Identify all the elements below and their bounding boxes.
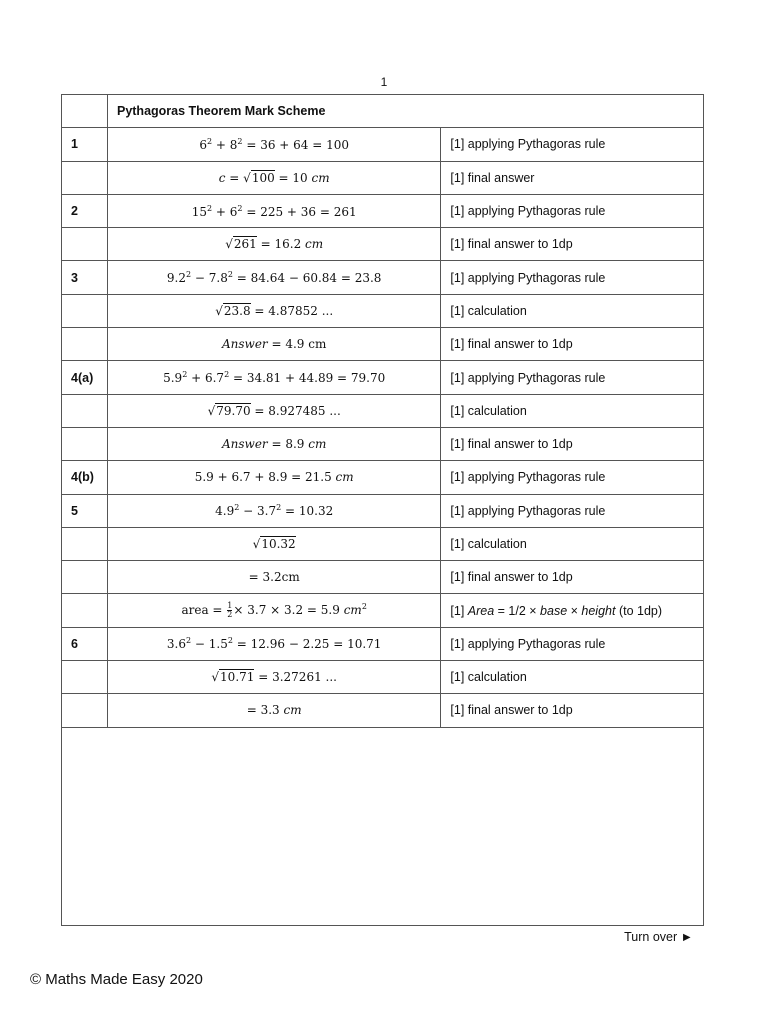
mark-cell: [1] applying Pythagoras rule <box>441 627 704 660</box>
question-number <box>62 527 108 560</box>
math-fragment: cm <box>305 237 324 252</box>
working-cell <box>107 661 440 694</box>
math-fragment: 2 <box>234 503 240 513</box>
math-fragment: (to 1dp) <box>615 603 663 618</box>
question-number <box>62 228 108 261</box>
math-fragment: 79.70 <box>216 403 251 418</box>
math-fragment: √ <box>211 670 220 685</box>
math-fragment: = 8.927485 ... <box>250 403 341 418</box>
math-fragment: base <box>540 603 568 618</box>
working-cell <box>107 361 440 394</box>
math-fragment: = 36 + 64 = 100 <box>242 137 350 152</box>
mark-cell: [1] applying Pythagoras rule <box>441 194 704 227</box>
math-fragment: 2 <box>227 270 233 280</box>
math-fragment: 23.8 <box>223 303 251 318</box>
math-fragment: 2 <box>276 503 282 513</box>
mark-cell: [1] applying Pythagoras rule <box>441 461 704 494</box>
mark-cell: [1] calculation <box>441 527 704 560</box>
math-fragment: cm <box>343 603 362 618</box>
math-fragment: − 3.7 <box>239 504 277 519</box>
mark-cell: [1] applying Pythagoras rule <box>441 261 704 294</box>
math-fragment: c <box>218 170 226 185</box>
mark-scheme-table <box>61 94 704 728</box>
math-fragment: 15 <box>191 204 207 219</box>
question-number: 3 <box>62 261 108 294</box>
working-cell <box>107 461 440 494</box>
header-blank-cell <box>62 95 108 128</box>
working-cell <box>107 161 440 194</box>
mark-cell: [1] calculation <box>441 294 704 327</box>
table-title: Pythagoras Theorem Mark Scheme <box>107 95 703 128</box>
question-number <box>62 594 108 627</box>
math-fragment: = √ <box>225 170 251 185</box>
math-fragment: = 4.9 cm <box>267 337 327 352</box>
mark-cell: [1] applying Pythagoras rule <box>441 128 704 161</box>
table-row <box>62 561 704 594</box>
math-fragment: 10.71 <box>220 670 255 685</box>
working-cell <box>107 494 440 527</box>
math-fragment: = 34.81 + 44.89 = 79.70 <box>229 371 386 386</box>
math-fragment: 261 <box>233 237 257 252</box>
table-row <box>62 328 704 361</box>
math-fragment: = 1/2 × <box>494 603 541 618</box>
math-fragment: × <box>567 603 582 618</box>
math-fragment: + 8 <box>212 137 238 152</box>
math-fragment: cm <box>308 437 327 452</box>
math-fragment: area = <box>181 603 227 618</box>
mark-cell: [1] calculation <box>441 661 704 694</box>
working-cell <box>107 594 440 627</box>
math-fragment: 2 <box>182 370 188 380</box>
table-row <box>62 194 704 227</box>
math-fragment: 2 <box>207 136 213 146</box>
table-row <box>62 161 704 194</box>
math-fragment: 9.2 <box>166 271 186 286</box>
turn-over-label: Turn over ► <box>624 930 693 944</box>
math-fragment: = 4.87852 ... <box>250 303 334 318</box>
working-cell <box>107 694 440 727</box>
question-number <box>62 394 108 427</box>
mark-cell: [1] applying Pythagoras rule <box>441 361 704 394</box>
mark-cell: [1] final answer to 1dp <box>441 228 704 261</box>
table-row <box>62 527 704 560</box>
question-number: 6 <box>62 627 108 660</box>
math-fragment: = 10.32 <box>281 504 334 519</box>
math-fragment: = 225 + 36 = 261 <box>242 204 357 219</box>
math-fragment: 2 <box>237 136 243 146</box>
working-cell <box>107 328 440 361</box>
math-fragment: √ <box>215 303 223 318</box>
math-fragment: 4.9 <box>215 504 235 519</box>
table-row <box>62 627 704 660</box>
math-fragment: = 16.2 <box>256 237 306 252</box>
math-fragment: 5.9 + 6.7 + 8.9 = 21.5 <box>194 470 336 485</box>
table-row <box>62 427 704 460</box>
question-number: 4(a) <box>62 361 108 394</box>
question-number <box>62 161 108 194</box>
mark-scheme-sheet <box>61 94 704 926</box>
mark-cell: [1] final answer to 1dp <box>441 694 704 727</box>
math-fragment: 2 <box>237 203 243 213</box>
math-fragment: Area <box>467 603 495 618</box>
table-row <box>62 494 704 527</box>
working-cell <box>107 228 440 261</box>
table-row <box>62 661 704 694</box>
math-fragment: √ <box>225 237 233 252</box>
math-fragment: 3.6 <box>166 637 186 652</box>
math-fragment: [1] <box>450 603 468 618</box>
copyright-text: © Maths Made Easy 2020 <box>30 971 203 988</box>
table-row <box>62 361 704 394</box>
question-number <box>62 328 108 361</box>
working-cell <box>107 128 440 161</box>
math-fragment: 6 <box>199 137 207 152</box>
math-fragment: × 3.7 × 3.2 = 5.9 <box>233 603 344 618</box>
mark-cell: [1] applying Pythagoras rule <box>441 494 704 527</box>
math-fragment: Answer <box>222 337 268 352</box>
page-number: 1 <box>380 75 388 89</box>
question-number <box>62 427 108 460</box>
working-cell <box>107 194 440 227</box>
math-fragment: 2 <box>227 636 233 646</box>
math-fragment: 2 <box>361 602 367 612</box>
table-row <box>62 294 704 327</box>
math-fragment: − 1.5 <box>191 637 228 652</box>
math-fragment: 100 <box>251 170 275 185</box>
working-cell <box>107 294 440 327</box>
math-fragment: height <box>581 603 616 618</box>
question-number <box>62 561 108 594</box>
mark-cell: [1] final answer to 1dp <box>441 328 704 361</box>
math-fragment: 2 <box>186 270 192 280</box>
question-number: 2 <box>62 194 108 227</box>
math-fragment: 2 <box>224 370 230 380</box>
math-fragment: = 3.2cm <box>248 570 300 585</box>
working-cell <box>107 627 440 660</box>
math-fragment: = 84.64 − 60.84 = 23.8 <box>232 271 382 286</box>
working-cell <box>107 427 440 460</box>
math-fragment: cm <box>335 470 354 485</box>
math-fragment: = 3.3 <box>246 703 284 718</box>
math-fragment: = 8.9 <box>267 437 309 452</box>
table-row <box>62 694 704 727</box>
math-fragment: + 6 <box>212 204 238 219</box>
question-number: 1 <box>62 128 108 161</box>
math-fragment: = 12.96 − 2.25 = 10.71 <box>232 637 382 652</box>
question-number <box>62 294 108 327</box>
table-row <box>62 261 704 294</box>
table-row <box>62 594 704 627</box>
math-fragment: √ <box>207 403 216 418</box>
math-fragment: 10.32 <box>261 537 296 551</box>
working-cell <box>107 394 440 427</box>
math-fragment: cm <box>283 703 302 718</box>
mark-cell <box>441 594 704 627</box>
math-fragment: √ <box>252 537 261 551</box>
math-fragment: = 3.27261 ... <box>254 670 337 685</box>
working-cell <box>107 261 440 294</box>
table-row <box>62 128 704 161</box>
table-row <box>62 394 704 427</box>
table-header-row <box>62 95 704 128</box>
question-number <box>62 661 108 694</box>
mark-cell: [1] final answer to 1dp <box>441 561 704 594</box>
table-row <box>62 228 704 261</box>
question-number: 4(b) <box>62 461 108 494</box>
question-number: 5 <box>62 494 108 527</box>
math-fragment: 2 <box>186 636 192 646</box>
math-fragment: 2 <box>207 203 213 213</box>
fraction: $\frac{1}{2}$ <box>227 601 233 620</box>
mark-cell: [1] final answer to 1dp <box>441 427 704 460</box>
math-fragment: − 7.8 <box>191 271 228 286</box>
question-number <box>62 694 108 727</box>
math-fragment: cm <box>311 170 330 185</box>
math-fragment: = 10 <box>274 170 312 185</box>
math-fragment: + 6.7 <box>187 371 225 386</box>
mark-cell: [1] final answer <box>441 161 704 194</box>
math-fragment: 5.9 <box>163 371 183 386</box>
table-row <box>62 461 704 494</box>
working-cell <box>107 527 440 560</box>
working-cell <box>107 561 440 594</box>
mark-cell: [1] calculation <box>441 394 704 427</box>
math-fragment: Answer <box>222 437 268 452</box>
